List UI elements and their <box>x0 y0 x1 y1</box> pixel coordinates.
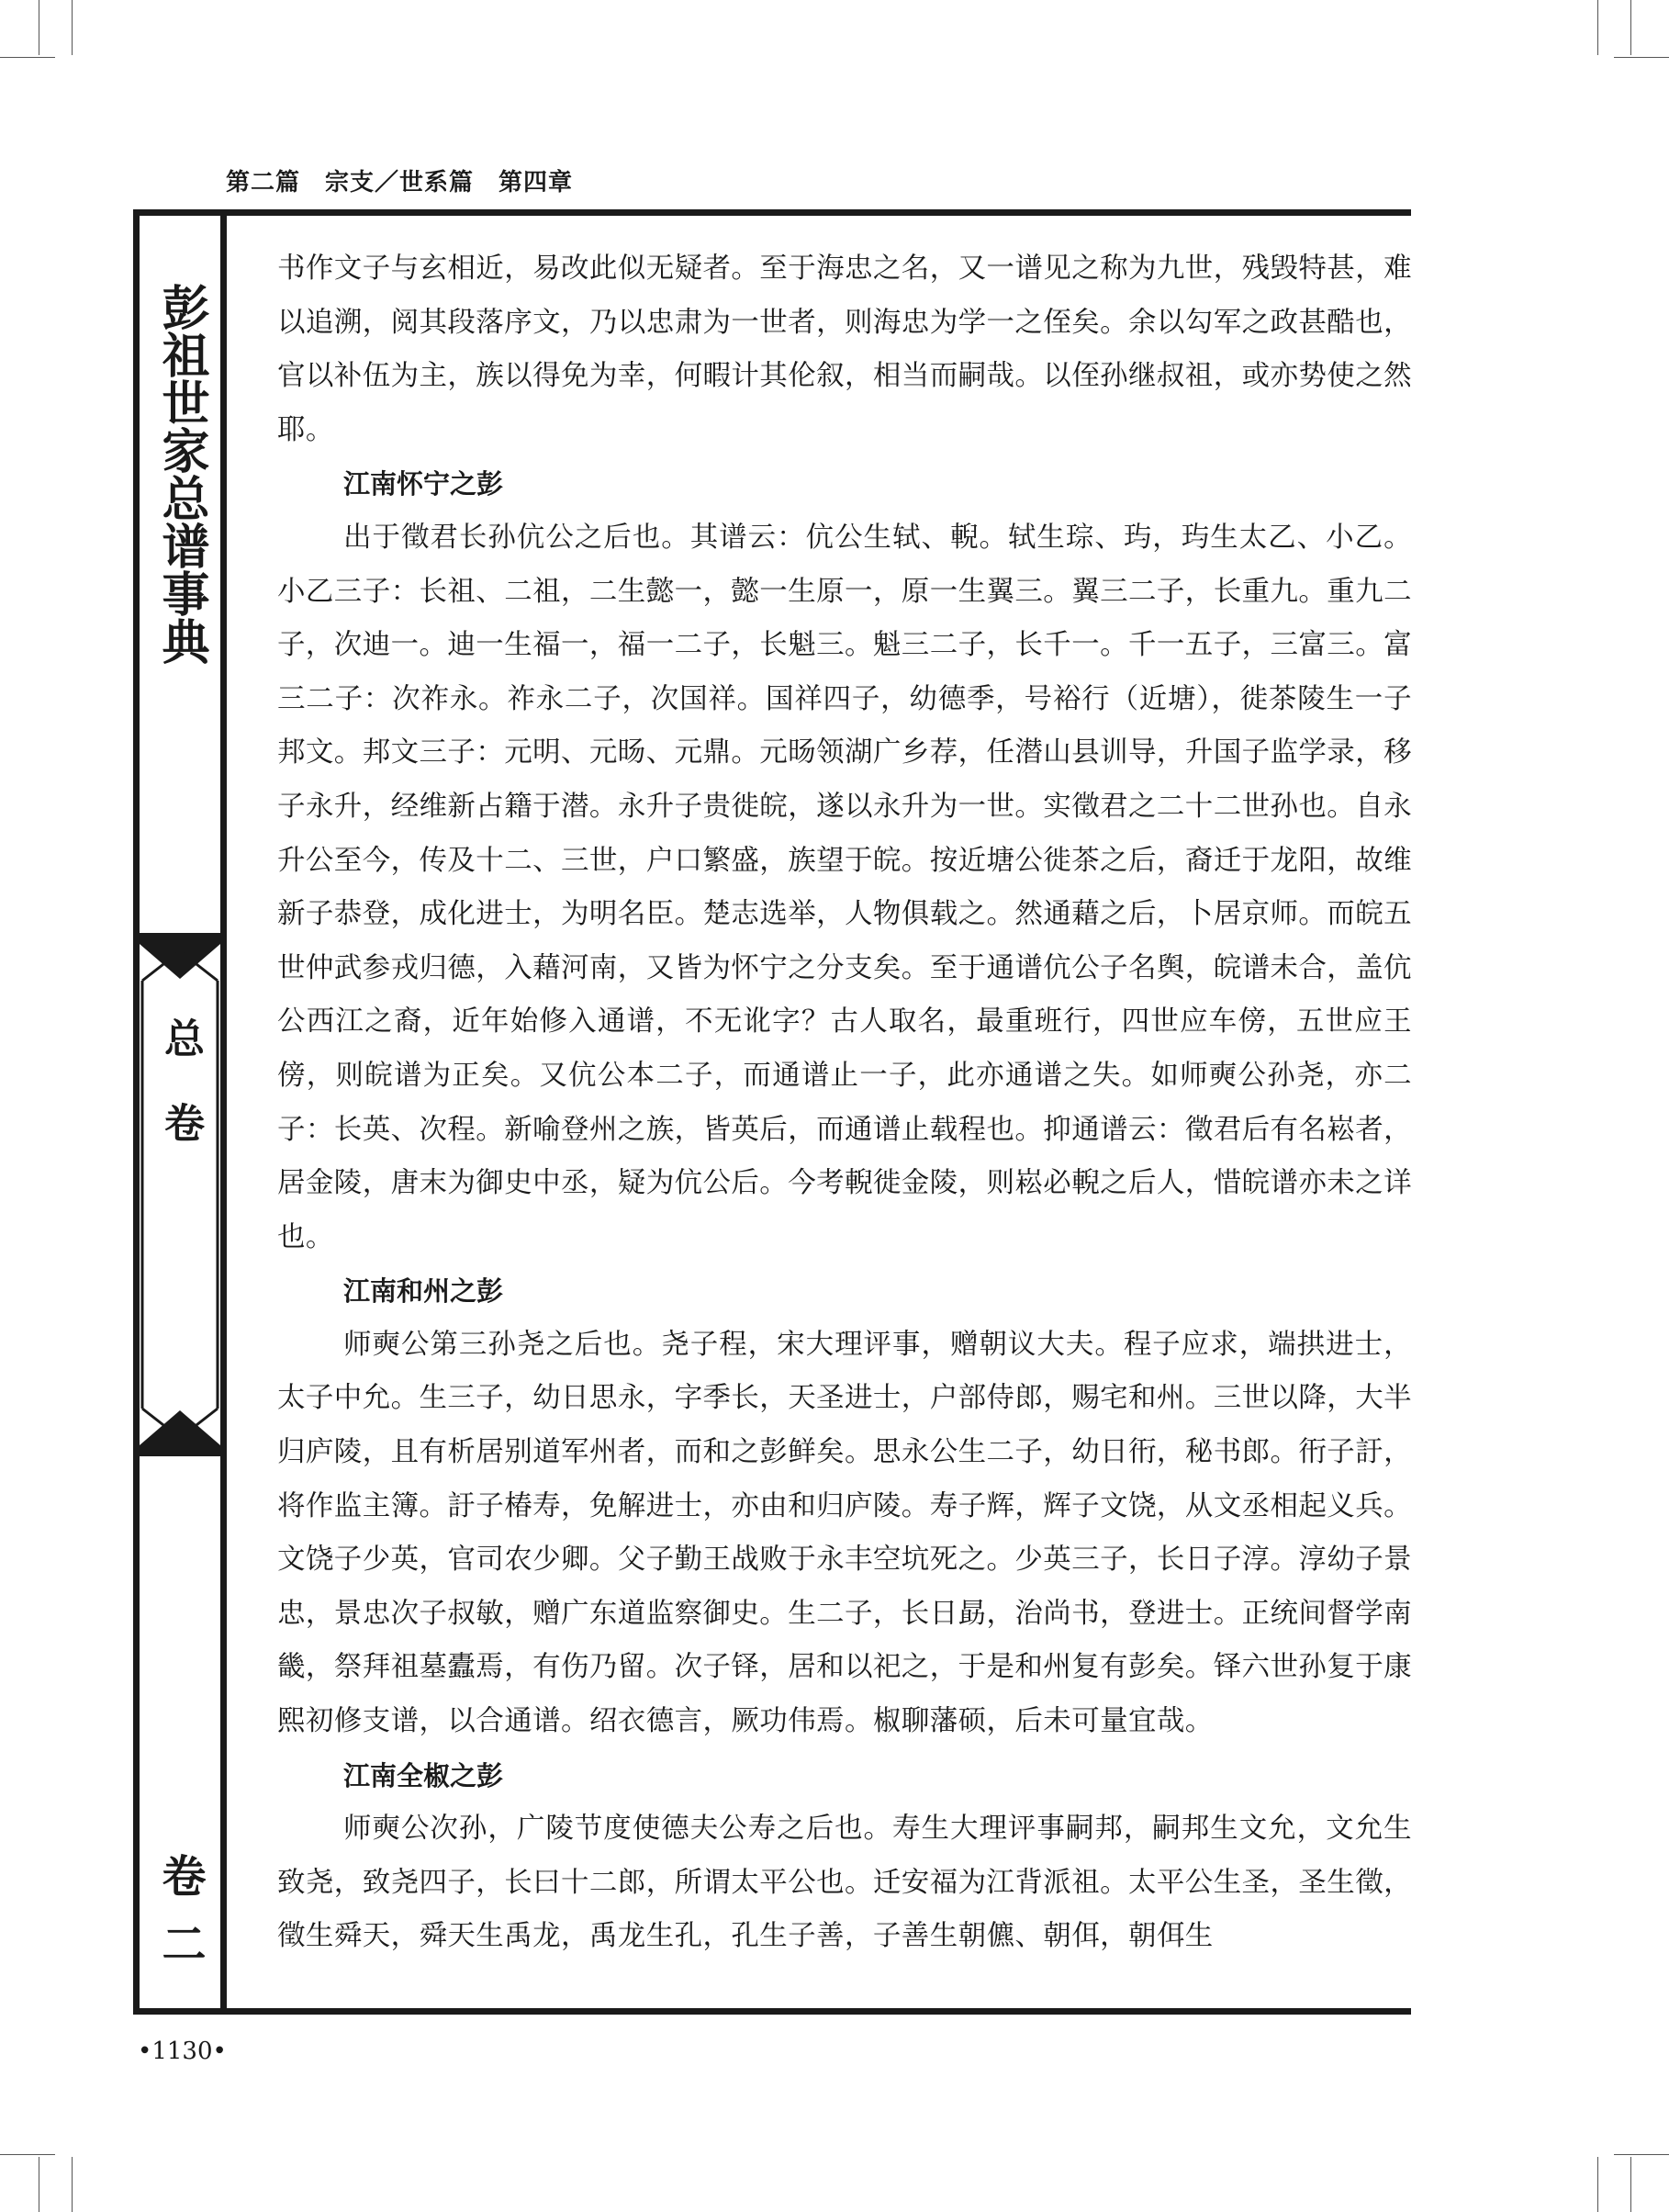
top-rule <box>133 209 1411 216</box>
section-heading: 江南怀宁之彭 <box>343 468 504 500</box>
crop-mark <box>1614 2154 1669 2155</box>
text-body <box>277 242 1412 1964</box>
crop-mark <box>1597 2157 1598 2212</box>
side-panel <box>133 209 227 2015</box>
crop-mark <box>0 2154 55 2155</box>
volume-badge-frame <box>133 933 227 1456</box>
crop-mark <box>1614 57 1669 58</box>
section-heading: 江南全椒之彭 <box>343 1759 504 1791</box>
intro-paragraph: 书作文子与玄相近，易改此似无疑者。至于海忠之名，又一谱见之称为九世，残毁特甚，难以追溯，阅其段落序文，乃以忠肃为一世者，则海忠为学一之侄矣。余以勾军之政甚酷也，官以补伍为主，族以得免为幸，何暇计其伦叙，相当而嗣哉。以侄孙继叔祖，或亦势使之然耶。 <box>277 253 1412 446</box>
crop-mark <box>1597 0 1598 55</box>
section-heading: 江南和州之彭 <box>343 1275 504 1308</box>
crop-mark <box>1630 0 1631 55</box>
section-paragraph: 师奭公次孙，广陵节度使德夫公寿之后也。寿生大理评事嗣邦，嗣邦生文允，文允生致尧，致尧四子，长曰十二郎，所谓太平公也。迁安福为江背派祖。太平公生圣，圣生徵，徵生舜天，舜天生禹龙，禹龙生孔，孔生子善，子善生朝儦、朝佴，朝佴生 <box>277 1813 1412 1953</box>
section-paragraph: 师奭公第三孙尧之后也。尧子程，宋大理评事，赠朝议大夫。程子应求，端拱进士，太子中允。生三子，幼日思永，字季长，天圣进士，户部侍郎，赐宅和州。三世以降，大半归庐陵，且有析居别道军州者，而和之彭鲜矣。思永公生二子，幼日衎，秘书郎。衎子訏，将作监主簿。訏子椿寿，免解进士，亦由和归庐陵。寿子辉，辉子文饶，从文丞相起义兵。文饶子少英，官司农少卿。父子勤王战败于永丰空坑死之。少英三子，长日子淳。淳幼子景忠，景忠次子叔敏，赠广东道监察御史。生二子，长日勗，治尚书，登进士。正统间督学南畿，祭拜祖墓蠹焉，有伤乃留。次子铎，居和以祀之，于是和州复有彭矣。铎六世孙复于康熙初修支谱，以合通谱。绍衣德言，厥功伟焉。椒聊藩硕，后未可量宜哉。 <box>277 1328 1412 1738</box>
chapter-label: 卷二 <box>154 1853 206 1989</box>
section-paragraph: 出于徵君长孙伉公之后也。其谱云：伉公生轼、輗。轼生琮、玙，玙生太乙、小乙。小乙三子：长祖、二祖，二生懿一，懿一生原一，原一生翼三。翼三二子，长重九。重九二子，次迪一。迪一生福一，福一二子，长魁三。魁三二子，长千一。千一五子，三富三。富三二子：次祚永。祚永二子，次国祥。国祥四子，幼德季，号裕行（近塘），徙茶陵生一子邦文。邦文三子：元明、元旸、元鼎。元旸领湖广乡荐，任潜山县训导，升国子监学录，移子永升，经维新占籍于潜。永升子贵徙皖，遂以永升为一世。实徵君之二十二世孙也。自永升公至今，传及十二、三世，户口繁盛，族望于皖。按近塘公徙茶之后，裔迁于龙阳，故维新子恭登，成化进士，为明名臣。楚志选举，人物俱载之。然通藉之后，卜居京师。而皖五世仲武参戎归德，入藉河南，又皆为怀宁之分支矣。至于通谱伉公子名舆，皖谱未合，盖伉公西江之裔，近年始修入通谱，不无讹字？古人取名，最重班行，四世应车傍，五世应王傍，则皖谱为正矣。又伉公本二子，而通谱止一子，此亦通谱之失。如师奭公孙尧，亦二子：长英、次程。新喻登州之族，皆英后，而通谱止载程也。抑通谱云：徵君后有名崧者，居金陵，唐末为御史中丞，疑为伉公后。今考輗徙金陵，则崧必輗之后人，惜皖谱亦未之详也。 <box>277 521 1412 1253</box>
crop-mark <box>1630 2157 1631 2212</box>
volume-label: 总卷 <box>157 1017 204 1186</box>
bottom-rule <box>133 2008 1411 2015</box>
running-head: 第二篇 宗支／世系篇 第四章 <box>226 169 574 196</box>
crop-mark <box>0 57 55 58</box>
book-title: 彭祖世家总谱事典 <box>153 283 208 665</box>
page-number: •1130• <box>138 2038 227 2065</box>
crop-mark <box>72 0 73 55</box>
crop-mark <box>72 2157 73 2212</box>
